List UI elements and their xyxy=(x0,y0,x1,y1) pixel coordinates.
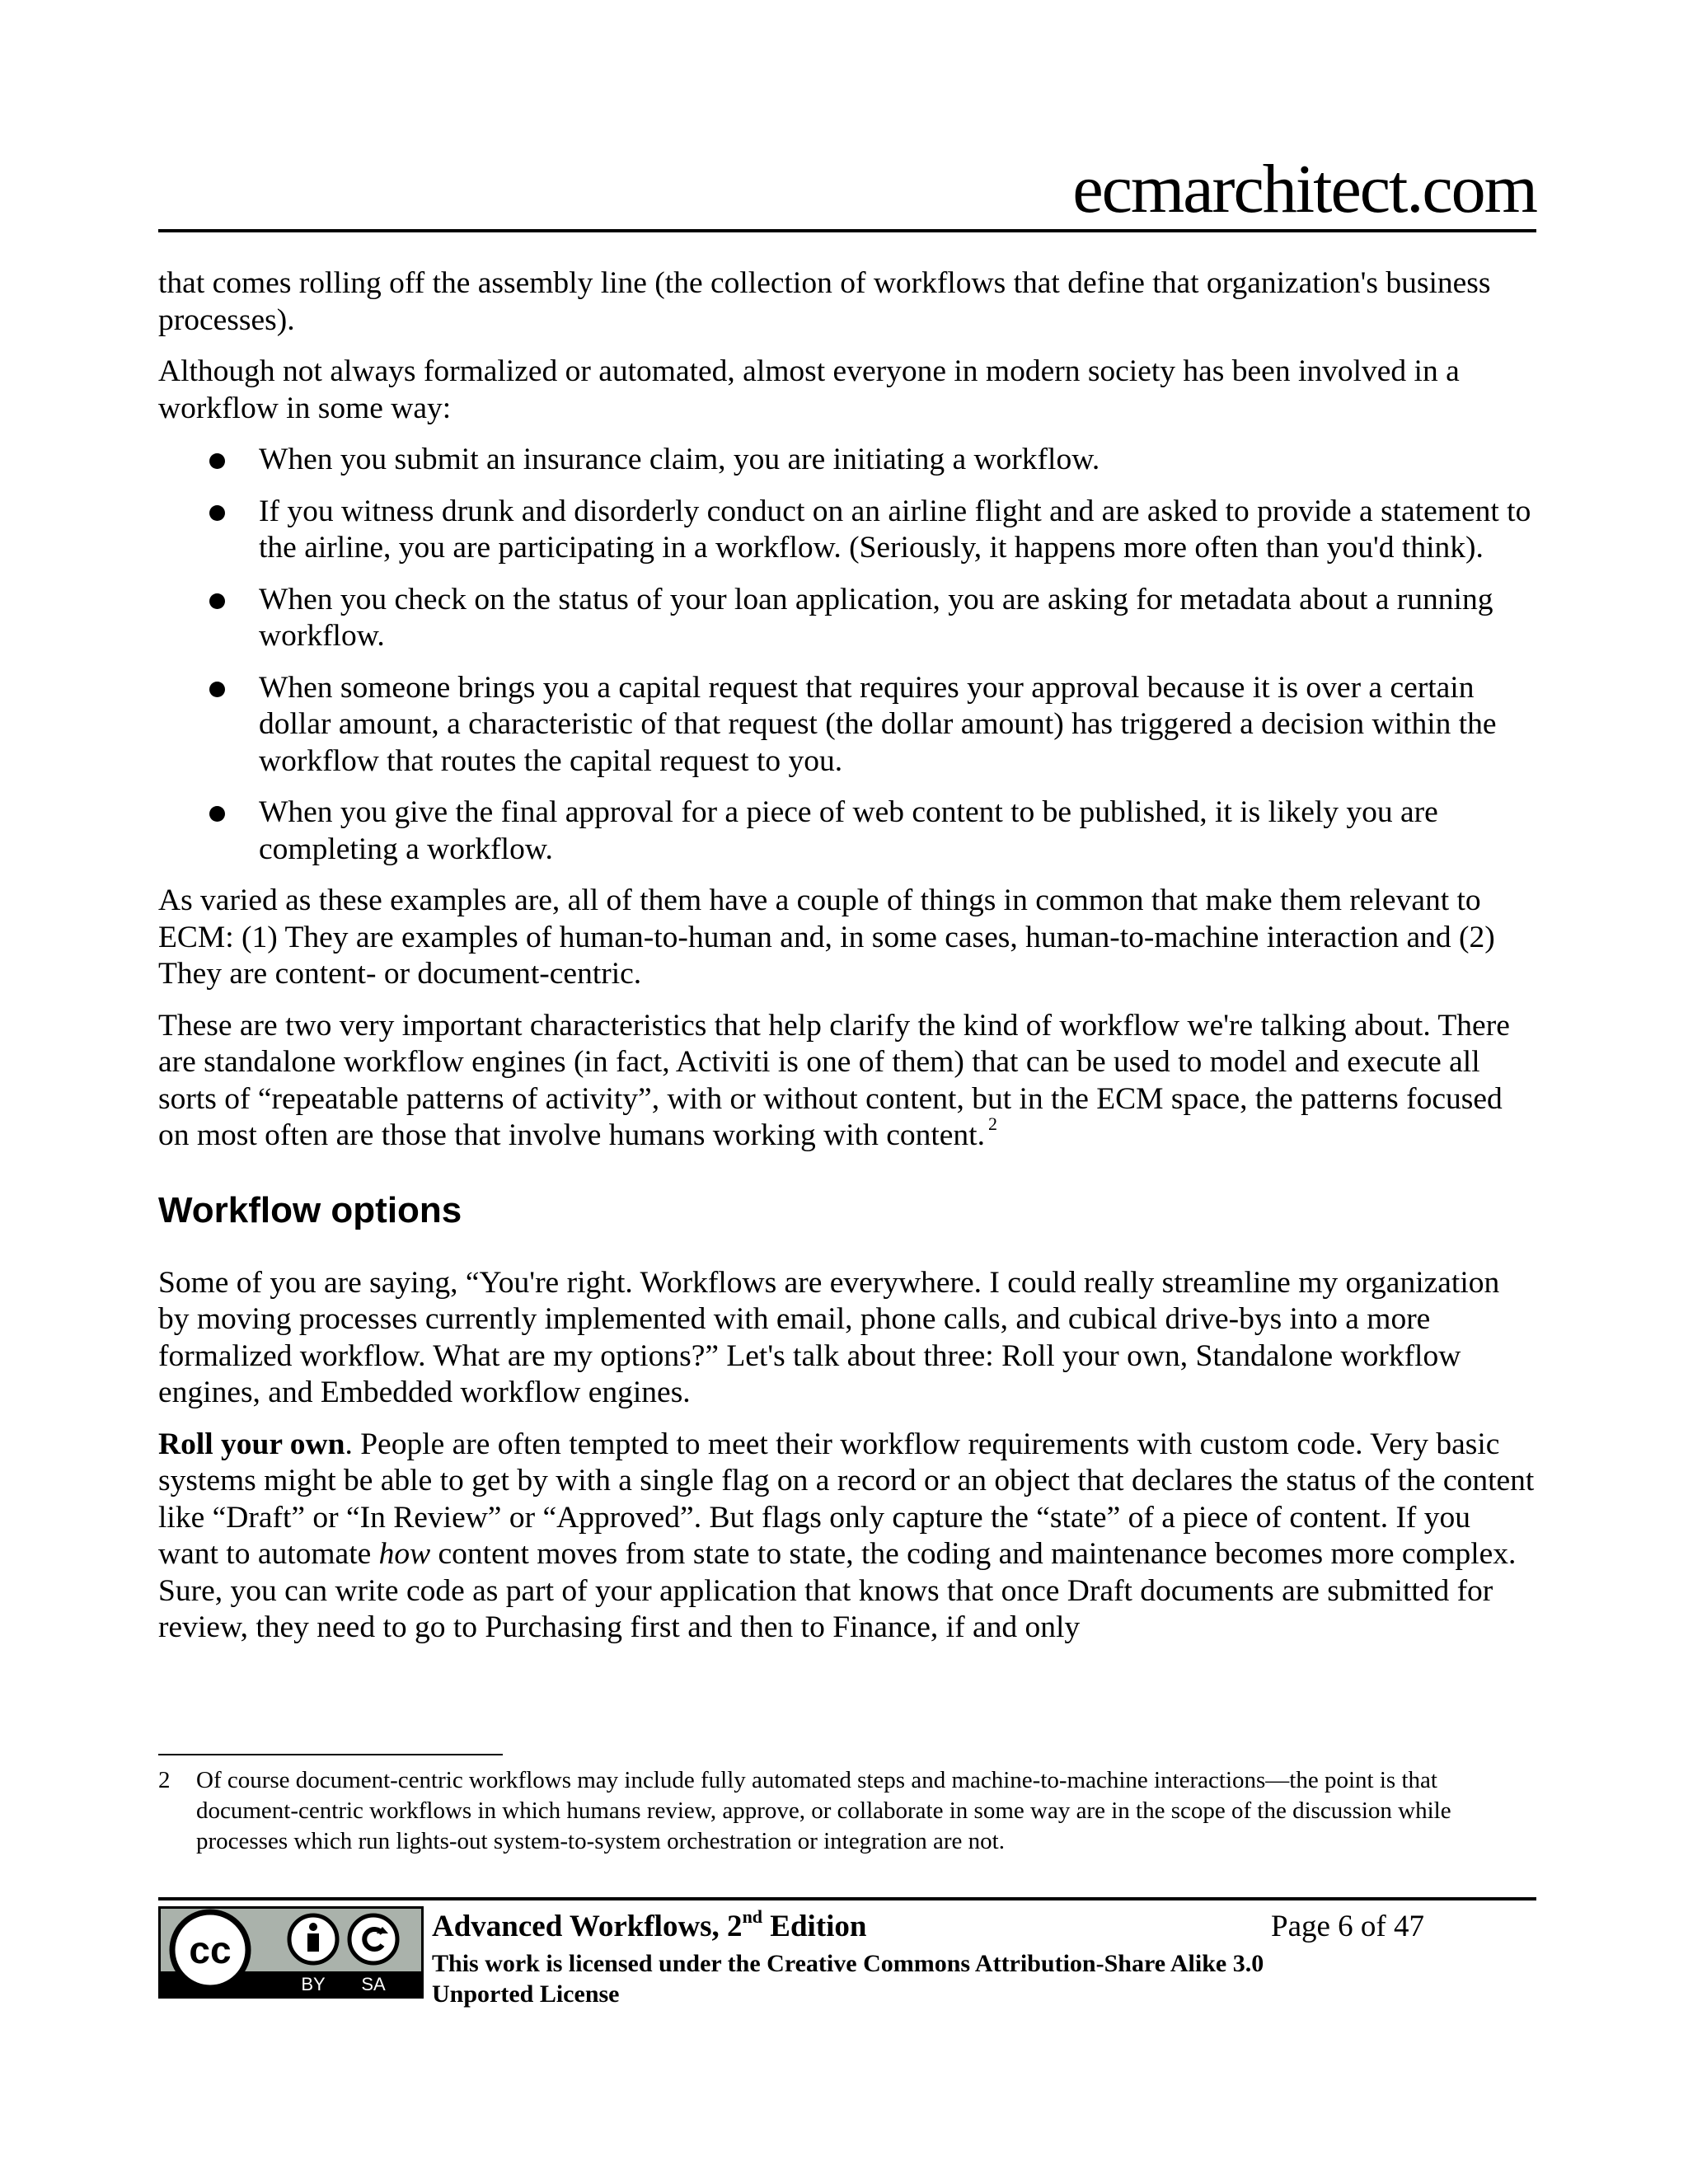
footnote-number: 2 xyxy=(158,1767,171,1793)
cc-license-graphic xyxy=(161,1909,421,1996)
person-head-icon xyxy=(309,1923,317,1931)
list-item xyxy=(158,670,1536,780)
footer-title xyxy=(432,1906,867,1945)
paragraph xyxy=(158,1427,1536,1647)
person-body-icon xyxy=(307,1933,319,1952)
bullet-icon xyxy=(209,593,225,609)
list-item-text: If you witness drunk and disorderly conduct on an airline flight and are asked to provide a statement to the airline, you are participating in a workflow. (Seriously, it happens more often than you'd think). xyxy=(259,494,1531,565)
creative-commons-by-sa-icon[interactable] xyxy=(158,1906,424,1999)
bold-lead-in: Roll your own xyxy=(158,1427,345,1461)
footnote xyxy=(158,1765,1536,1857)
list-item-text: When someone brings you a capital request that requires your approval because it is over a certain dollar amount, a characteristic of that request (the dollar amount) has triggered a decision within the workflow that routes the capital request to you. xyxy=(259,670,1497,778)
site-header xyxy=(158,151,1536,232)
list-item xyxy=(158,494,1536,567)
bullet-icon xyxy=(209,453,225,469)
list-item xyxy=(158,582,1536,655)
footnote-divider xyxy=(158,1754,503,1755)
sa-circle-icon xyxy=(349,1915,397,1963)
section-heading: Workflow options xyxy=(158,1189,462,1230)
paragraph: Some of you are saying, “You're right. Workflows are everywhere. I could really streamline my organization by moving processes currently implemented with email, phone calls, and cubical drive-bys into a more formalized workflow. What are my options?” Let's talk about three: Roll your own, Standalone workflow engines, and Embedded workflow engines. xyxy=(158,1265,1500,1409)
by-label: BY xyxy=(301,1974,326,1994)
paragraph: Although not always formalized or automated, almost everyone in modern society has been involved in a workflow in some way: xyxy=(158,354,1460,425)
body-text xyxy=(158,265,1536,1661)
page-number: Page 6 of 47 xyxy=(1271,1910,1424,1943)
footer-title-text: Edition xyxy=(762,1910,867,1943)
paragraph-text: content moves from state to state, the coding and maintenance becomes more complex. Sure, you can write code as part of your application that knows that once Draft documents are submitted for review, they need to go to Purchasing first and then to Finance, if and only xyxy=(158,1537,1517,1644)
cc-label: cc xyxy=(189,1929,232,1971)
footer-title-text: Advanced Workflows, 2 xyxy=(432,1910,743,1943)
footnote-text: Of course document-centric workflows may include fully automated steps and machine-to-machine interactions—the point is that document-centric workflows in which humans review, approve, or collaborate in some way are in the scope of the discussion while processes which run lights-out system-to-system orchestration or integration are not. xyxy=(196,1767,1451,1854)
list-item-text: When you give the final approval for a piece of web content to be published, it is likely you are completing a workflow. xyxy=(259,795,1438,866)
sa-label: SA xyxy=(361,1974,386,1994)
paragraph xyxy=(158,1008,1536,1155)
bullet-icon xyxy=(209,505,225,521)
paragraph-text: These are two very important characteristics that help clarify the kind of workflow we're talking about. There are standalone workflow engines (in fact, Activiti is one of them) that can be used to model and execute all sorts of “repeatable patterns of activity”, with or without content, but in the ECM space, the patterns focused on most often are those that involve humans working with content. xyxy=(158,1008,1510,1152)
bullet-icon xyxy=(209,682,225,697)
footer-title-superscript: nd xyxy=(742,1906,763,1927)
bullet-icon xyxy=(209,806,225,822)
emphasis-text: how xyxy=(378,1537,431,1571)
site-title: ecmarchitect.com xyxy=(1072,151,1536,227)
list-item xyxy=(158,442,1536,479)
list-item xyxy=(158,794,1536,868)
document-page xyxy=(158,0,1536,2184)
paragraph-text: . People are often tempted to meet their workflow requirements with custom code. Very basic systems might be able to get by with a single flag on a record or an object that declares the status of the content like “Draft” or “In Review” or “Approved”. But flags only capture the “state” of a piece of content. If you want to automate xyxy=(158,1427,1535,1571)
bullet-list xyxy=(158,442,1536,868)
paragraph: As varied as these examples are, all of them have a couple of things in common that make them relevant to ECM: (1) They are examples of human-to-human and, in some cases, human-to-machine interaction and (2) They are content- or document-centric. xyxy=(158,883,1495,991)
footnote-reference[interactable]: 2 xyxy=(987,1113,997,1134)
license-text[interactable]: This work is licensed under the Creative Commons Attribution-Share Alike 3.0 Unported License xyxy=(432,1950,1264,2008)
list-item-text: When you check on the status of your loan application, you are asking for metadata about a running workflow. xyxy=(259,582,1493,653)
paragraph: that comes rolling off the assembly line (the collection of workflows that define that organization's business processes). xyxy=(158,266,1491,337)
list-item-text: When you submit an insurance claim, you are initiating a workflow. xyxy=(259,443,1100,476)
footer-divider xyxy=(158,1897,1536,1900)
